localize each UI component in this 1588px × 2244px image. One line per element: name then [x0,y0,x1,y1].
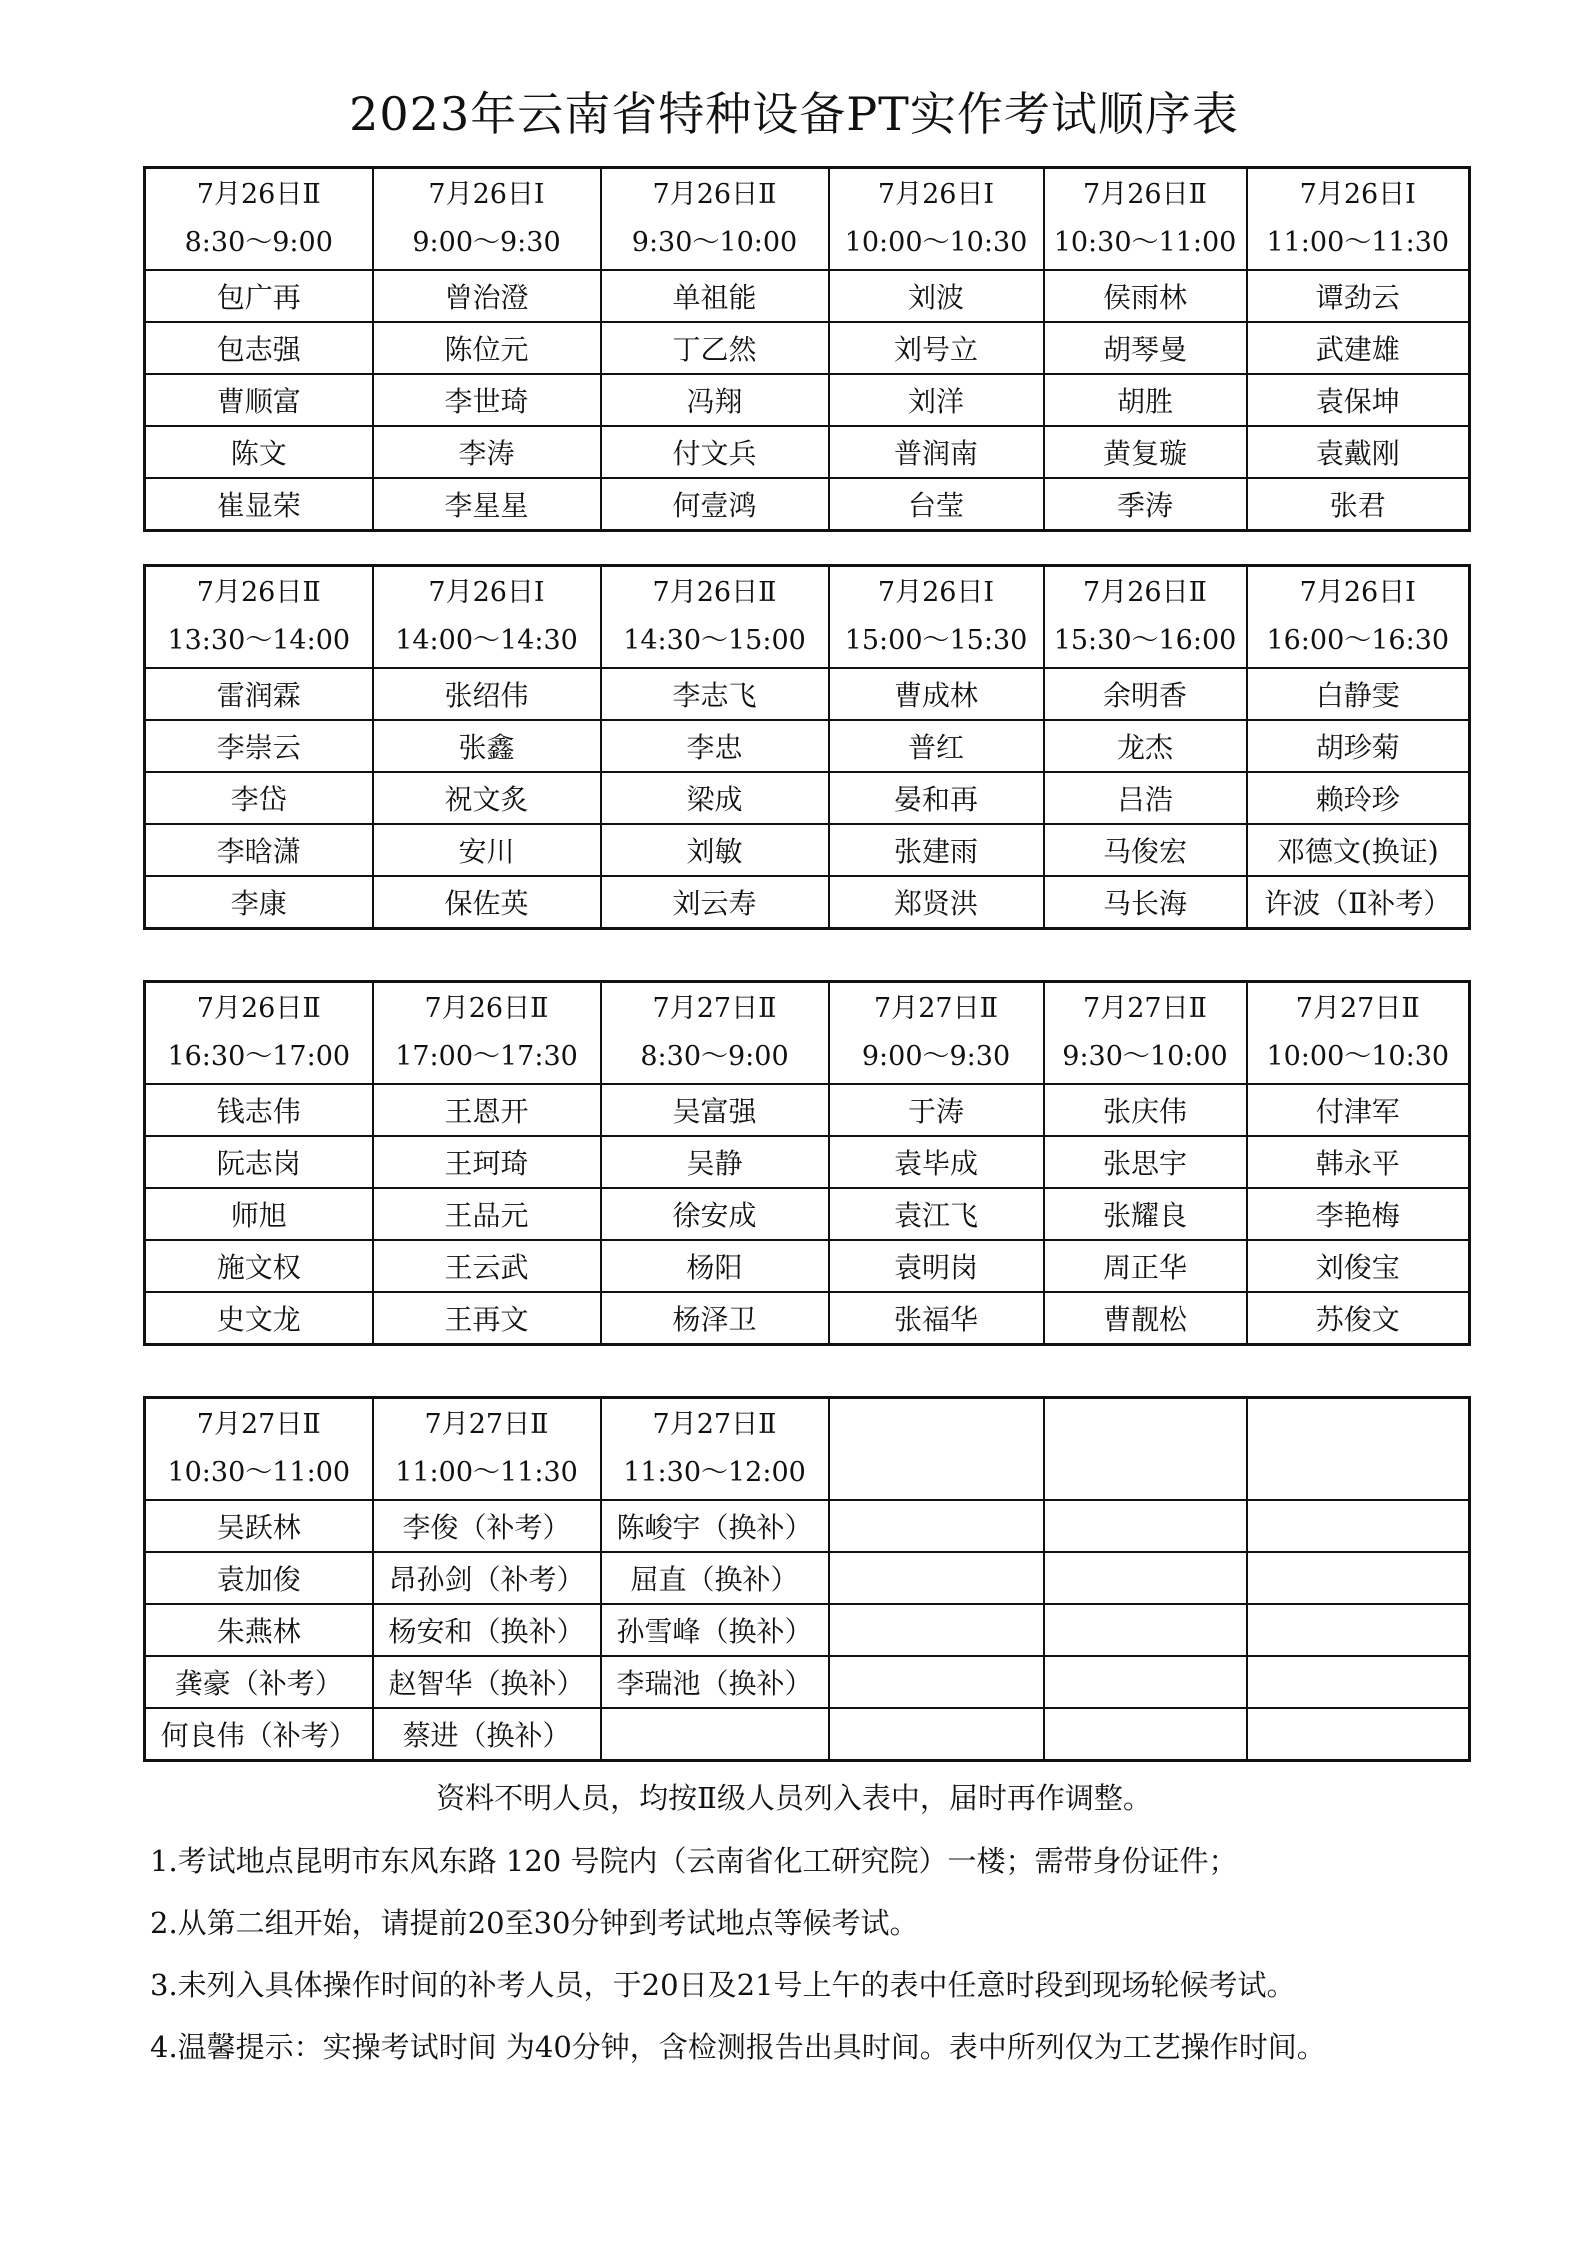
candidate-cell: 雷润霖 [145,668,373,720]
schedule-table [143,166,1471,532]
candidate-cell: 袁明岗 [829,1240,1044,1292]
candidate-cell: 袁加俊 [145,1552,373,1604]
note-item: 2.从第二组开始，请提前20至30分钟到考试地点等候考试。 [150,1906,919,1940]
slot-header [829,1398,1044,1501]
candidate-cell: 付津军 [1247,1084,1470,1136]
table-row [145,270,1470,322]
candidate-cell: 龙杰 [1044,720,1247,772]
note-item: 1.考试地点昆明市东风东路 120 号院内（云南省化工研究院）一楼；需带身份证件； [150,1844,1238,1878]
slot-time: 9:30～10:00 [631,227,798,258]
slot-header [373,982,601,1085]
slot-header [373,566,601,669]
candidate-cell: 曹顺富 [145,374,373,426]
slot-date: 7月27日Ⅱ [1295,993,1420,1024]
slot-date: 7月26日Ⅱ [1083,577,1207,608]
header-row [145,982,1470,1085]
table-row [145,478,1470,531]
table-row [145,322,1470,374]
candidate-cell: 祝文炙 [373,772,601,824]
candidate-cell: 刘敏 [601,824,829,876]
table-row [145,1188,1470,1240]
candidate-cell: 武建雄 [1247,322,1470,374]
candidate-cell: 包广再 [145,270,373,322]
slot-header [373,1398,601,1501]
candidate-cell: 郑贤洪 [829,876,1044,929]
slot-time: 10:00～10:30 [844,227,1028,258]
candidate-cell: 台莹 [829,478,1044,531]
slot-date: 7月26日Ⅱ [196,179,321,210]
candidate-cell: 单祖能 [601,270,829,322]
table-row [145,824,1470,876]
candidate-cell: 曾治澄 [373,270,601,322]
slot-date: 7月27日Ⅱ [1083,993,1207,1024]
candidate-cell: 李涛 [373,426,601,478]
slot-header [1044,566,1247,669]
table-row [145,1552,1470,1604]
candidate-cell [1247,1604,1470,1656]
candidate-cell: 阮志岗 [145,1136,373,1188]
candidate-cell [1044,1708,1247,1761]
table-row [145,1136,1470,1188]
slot-time: 17:00～17:30 [395,1041,578,1072]
slot-header [829,566,1044,669]
candidate-cell: 李艳梅 [1247,1188,1470,1240]
slot-header [601,168,829,271]
slot-time: 8:30～9:00 [640,1041,789,1072]
slot-header [373,168,601,271]
candidate-cell: 胡胜 [1044,374,1247,426]
slot-header [829,168,1044,271]
candidate-cell [1247,1552,1470,1604]
slot-header [1044,982,1247,1085]
candidate-cell: 张耀良 [1044,1188,1247,1240]
candidate-cell [601,1708,829,1761]
candidate-cell: 王云武 [373,1240,601,1292]
page-title: 2023年云南省特种设备PT实作考试顺序表 [349,87,1239,141]
note-item: 3.未列入具体操作时间的补考人员，于20日及21号上午的表中任意时段到现场轮候考试。 [150,1968,1296,2002]
candidate-cell: 刘俊宝 [1247,1240,1470,1292]
note-item: 4.温馨提示：实操考试时间 为40分钟，含检测报告出具时间。表中所列仅为工艺操作时间。 [150,2030,1326,2064]
candidate-cell: 张建雨 [829,824,1044,876]
table-row [145,1500,1470,1552]
table-row [145,1656,1470,1708]
candidate-cell: 史文龙 [145,1292,373,1345]
header-row [145,566,1470,669]
candidate-cell: 曹靓松 [1044,1292,1247,1345]
candidate-cell [829,1500,1044,1552]
candidate-cell [1247,1656,1470,1708]
candidate-cell: 苏俊文 [1247,1292,1470,1345]
candidate-cell: 张绍伟 [373,668,601,720]
slot-date: 7月27日Ⅱ [652,1409,777,1440]
candidate-cell [1044,1604,1247,1656]
table-row [145,426,1470,478]
candidate-cell: 袁戴刚 [1247,426,1470,478]
candidate-cell [1044,1552,1247,1604]
table-row [145,1084,1470,1136]
slot-time: 9:00～9:30 [412,227,561,258]
table-row [145,1604,1470,1656]
slot-header [601,982,829,1085]
candidate-cell: 丁乙然 [601,322,829,374]
candidate-cell: 李星星 [373,478,601,531]
slot-time: 9:30～10:00 [1062,1041,1228,1072]
candidate-cell: 吴富强 [601,1084,829,1136]
slot-date: 7月27日Ⅱ [424,1409,549,1440]
center-note: 资料不明人员，均按Ⅱ级人员列入表中，届时再作调整。 [436,1781,1152,1815]
candidate-cell: 施文权 [145,1240,373,1292]
candidate-cell: 张福华 [829,1292,1044,1345]
slot-time: 11:00～11:30 [1266,227,1450,258]
candidate-cell: 崔显荣 [145,478,373,531]
candidate-cell: 侯雨林 [1044,270,1247,322]
candidate-cell [829,1604,1044,1656]
candidate-cell: 李岱 [145,772,373,824]
candidate-cell: 杨安和（换补） [373,1604,601,1656]
candidate-cell: 邓德文(换证) [1247,824,1470,876]
table-row [145,1292,1470,1345]
candidate-cell: 谭劲云 [1247,270,1470,322]
candidate-cell: 保佐英 [373,876,601,929]
slot-date: 7月26日Ⅰ [1299,577,1416,608]
slot-time: 8:30～9:00 [184,227,333,258]
candidate-cell: 李康 [145,876,373,929]
slot-header [145,168,373,271]
candidate-cell: 余明香 [1044,668,1247,720]
slot-date: 7月27日Ⅱ [196,1409,321,1440]
candidate-cell: 梁成 [601,772,829,824]
slot-date: 7月26日Ⅱ [196,993,321,1024]
candidate-cell: 马俊宏 [1044,824,1247,876]
slot-header [145,982,373,1085]
candidate-cell: 陈峻宇（换补） [601,1500,829,1552]
candidate-cell: 于涛 [829,1084,1044,1136]
slot-date: 7月27日Ⅱ [874,993,998,1024]
slot-date: 7月27日Ⅱ [652,993,777,1024]
slot-header [1247,168,1470,271]
candidate-cell: 李志飞 [601,668,829,720]
table-row [145,772,1470,824]
candidate-cell: 王珂琦 [373,1136,601,1188]
candidate-cell: 赖玲珍 [1247,772,1470,824]
candidate-cell: 王品元 [373,1188,601,1240]
candidate-cell: 陈文 [145,426,373,478]
slot-time: 10:30～11:00 [167,1457,351,1488]
candidate-cell: 胡琴曼 [1044,322,1247,374]
slot-header [1044,1398,1247,1501]
candidate-cell: 朱燕林 [145,1604,373,1656]
slot-date: 7月26日Ⅱ [652,577,777,608]
candidate-cell: 李世琦 [373,374,601,426]
candidate-cell [1044,1656,1247,1708]
candidate-cell: 袁保坤 [1247,374,1470,426]
candidate-cell: 李崇云 [145,720,373,772]
slot-date: 7月26日Ⅰ [428,577,545,608]
candidate-cell: 包志强 [145,322,373,374]
candidate-cell [1247,1500,1470,1552]
slot-header [1247,566,1470,669]
slot-header [145,1398,373,1501]
candidate-cell: 刘号立 [829,322,1044,374]
header-row [145,168,1470,271]
header-row [145,1398,1470,1501]
slot-header [601,566,829,669]
candidate-cell: 张庆伟 [1044,1084,1247,1136]
candidate-cell: 杨泽卫 [601,1292,829,1345]
candidate-cell: 刘波 [829,270,1044,322]
candidate-cell: 李瑞池（换补） [601,1656,829,1708]
candidate-cell: 胡珍菊 [1247,720,1470,772]
candidate-cell: 孙雪峰（换补） [601,1604,829,1656]
table-row [145,876,1470,929]
slot-date: 7月26日Ⅱ [424,993,549,1024]
candidate-cell: 吕浩 [1044,772,1247,824]
slot-time: 15:00～15:30 [844,625,1028,656]
table-row [145,720,1470,772]
candidate-cell [829,1552,1044,1604]
slot-date: 7月26日Ⅱ [196,577,321,608]
schedule-table [143,564,1471,930]
candidate-cell: 韩永平 [1247,1136,1470,1188]
candidate-cell: 昂孙剑（补考） [373,1552,601,1604]
candidate-cell: 马长海 [1044,876,1247,929]
candidate-cell: 白静雯 [1247,668,1470,720]
slot-date: 7月26日Ⅰ [877,577,995,608]
slot-time: 13:30～14:00 [167,625,351,656]
slot-time: 14:30～15:00 [623,625,806,656]
candidate-cell: 曹成林 [829,668,1044,720]
slot-header [601,1398,829,1501]
candidate-cell: 何良伟（补考） [145,1708,373,1761]
candidate-cell: 钱志伟 [145,1084,373,1136]
candidate-cell: 师旭 [145,1188,373,1240]
candidate-cell: 陈位元 [373,322,601,374]
candidate-cell: 安川 [373,824,601,876]
candidate-cell: 徐安成 [601,1188,829,1240]
slot-date: 7月26日Ⅰ [428,179,545,210]
candidate-cell: 吴跃林 [145,1500,373,1552]
slot-time: 16:30～17:00 [167,1041,351,1072]
slot-header [145,566,373,669]
slot-date: 7月26日Ⅰ [877,179,995,210]
slot-date: 7月26日Ⅰ [1299,179,1416,210]
notes-list [150,1830,1550,2078]
candidate-cell: 周正华 [1044,1240,1247,1292]
candidate-cell: 黄复璇 [1044,426,1247,478]
candidate-cell: 王恩开 [373,1084,601,1136]
slot-date: 7月26日Ⅱ [652,179,777,210]
slot-time: 14:00～14:30 [395,625,578,656]
candidate-cell: 何壹鸿 [601,478,829,531]
table-row [145,1240,1470,1292]
slot-header [1044,168,1247,271]
candidate-cell: 李俊（补考） [373,1500,601,1552]
candidate-cell: 王再文 [373,1292,601,1345]
slot-time: 15:30～16:00 [1053,625,1237,656]
slot-time: 9:00～9:30 [861,1041,1011,1072]
slot-date: 7月26日Ⅱ [1083,179,1207,210]
slot-header [829,982,1044,1085]
candidate-cell: 张思宇 [1044,1136,1247,1188]
candidate-cell: 袁毕成 [829,1136,1044,1188]
table-row [145,668,1470,720]
table-row [145,374,1470,426]
slot-time: 10:00～10:30 [1266,1041,1450,1072]
table-row [145,1708,1470,1761]
slot-time: 11:30～12:00 [623,1457,806,1488]
candidate-cell: 季涛 [1044,478,1247,531]
slot-header [1247,982,1470,1085]
schedule-table [143,980,1471,1346]
candidate-cell: 付文兵 [601,426,829,478]
candidate-cell: 杨阳 [601,1240,829,1292]
candidate-cell: 张鑫 [373,720,601,772]
candidate-cell: 普润南 [829,426,1044,478]
candidate-cell: 赵智华（换补） [373,1656,601,1708]
schedule-table [143,1396,1471,1762]
candidate-cell [1247,1708,1470,1761]
candidate-cell: 冯翔 [601,374,829,426]
candidate-cell: 张君 [1247,478,1470,531]
slot-time: 10:30～11:00 [1053,227,1237,258]
candidate-cell [1044,1500,1247,1552]
candidate-cell: 李忠 [601,720,829,772]
candidate-cell: 袁江飞 [829,1188,1044,1240]
candidate-cell: 晏和再 [829,772,1044,824]
slot-time: 11:00～11:30 [395,1457,578,1488]
candidate-cell: 刘云寿 [601,876,829,929]
candidate-cell: 刘洋 [829,374,1044,426]
candidate-cell: 蔡进（换补） [373,1708,601,1761]
candidate-cell [829,1708,1044,1761]
candidate-cell: 普红 [829,720,1044,772]
candidate-cell: 李晗潇 [145,824,373,876]
slot-time: 16:00～16:30 [1266,625,1450,656]
candidate-cell: 屈直（换补） [601,1552,829,1604]
candidate-cell: 龚豪（补考） [145,1656,373,1708]
slot-header [1247,1398,1470,1501]
candidate-cell: 吴静 [601,1136,829,1188]
candidate-cell [829,1656,1044,1708]
candidate-cell: 许波（Ⅱ补考） [1247,876,1470,929]
